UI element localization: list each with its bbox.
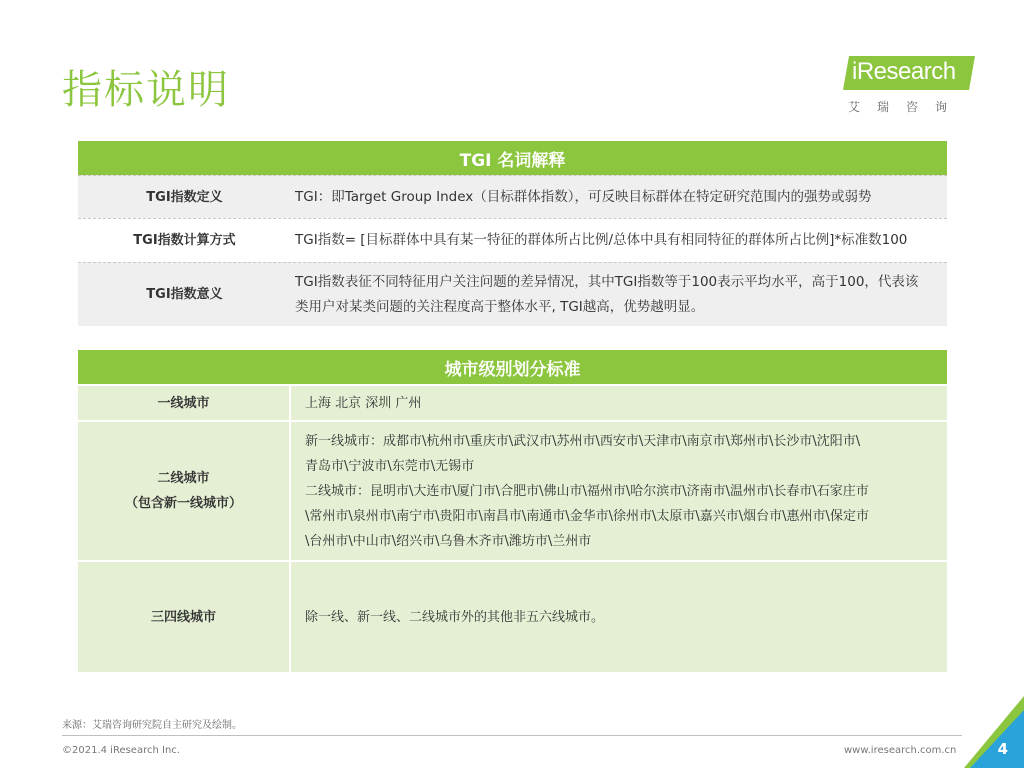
page-title: 指标说明 [62,67,230,113]
iresearch-logo [846,52,976,118]
row-value: 除一线、新一线、二线城市外的其他非五六线城市。 [305,609,605,625]
page-number: 4 [997,740,1008,758]
row-value-line: TGI指数表征不同特征用户关注问题的差异情况，其中TGI指数等于100表示平均水平，高于100，代表该 [295,273,919,290]
corner-decoration [964,696,1024,768]
table-row [78,384,947,420]
row-value: TGI：即Target Group Index（目标群体指数），可反映目标群体在特定研究范围内的强势或弱势 [295,188,872,205]
row-key: 一线城市 [78,386,291,420]
row-key: 三四线城市 [78,562,291,672]
row-value-line: 类用户对某类问题的关注程度高于整体水平, TGI越高，优势越明显。 [295,298,705,315]
logo-subtitle: 艾瑞咨询 [848,100,965,114]
table-row [78,420,947,560]
tgi-table-header: TGI 名词解释 [78,141,947,175]
row-value [291,422,947,560]
row-value-line: 二线城市：昆明市\大连市\厦门市\合肥市\佛山市\福州市\哈尔滨市\济南市\温州市\长春市\石家庄市 [305,483,869,499]
row-key-line: 二线城市 [157,471,210,486]
table-row [78,218,947,262]
table-row [78,560,947,672]
source-note: 来源：艾瑞咨询研究院自主研究及绘制。 [62,720,242,731]
row-key-line: （包含新一线城市） [124,496,242,511]
website-url: www.iresearch.com.cn [844,745,957,756]
row-value-line: \台州市\中山市\绍兴市\乌鲁木齐市\潍坊市\兰州市 [305,533,592,549]
logo-wordmark: iResearch [852,58,956,85]
table-row [78,175,947,218]
row-value-line: \常州市\泉州市\南宁市\贵阳市\南昌市\南通市\金华市\徐州市\太原市\嘉兴市\烟台市\惠州市\保定市 [305,508,869,524]
footer-divider [62,735,962,736]
row-value-line: 青岛市\宁波市\东莞市\无锡市 [305,458,475,474]
row-key: TGI指数定义 [146,189,223,205]
city-table-header: 城市级别划分标准 [78,350,947,384]
row-value: 上海 北京 深圳 广州 [305,395,422,411]
copyright: ©2021.4 iResearch Inc. [62,745,180,756]
row-value-line: 新一线城市：成都市\杭州市\重庆市\武汉市\苏州市\西安市\天津市\南京市\郑州市\长沙市\沈阳市\ [305,433,861,449]
tgi-definition-table [78,141,947,326]
city-tier-table [78,350,947,672]
row-value [291,263,947,326]
row-value: TGI指数= [目标群体中具有某一特征的群体所占比例/总体中具有相同特征的群体所占比例]*标准数100 [295,232,908,248]
row-key [78,422,291,560]
table-row [78,262,947,326]
row-key: TGI指数计算方式 [133,233,236,248]
row-key: TGI指数意义 [146,287,223,302]
